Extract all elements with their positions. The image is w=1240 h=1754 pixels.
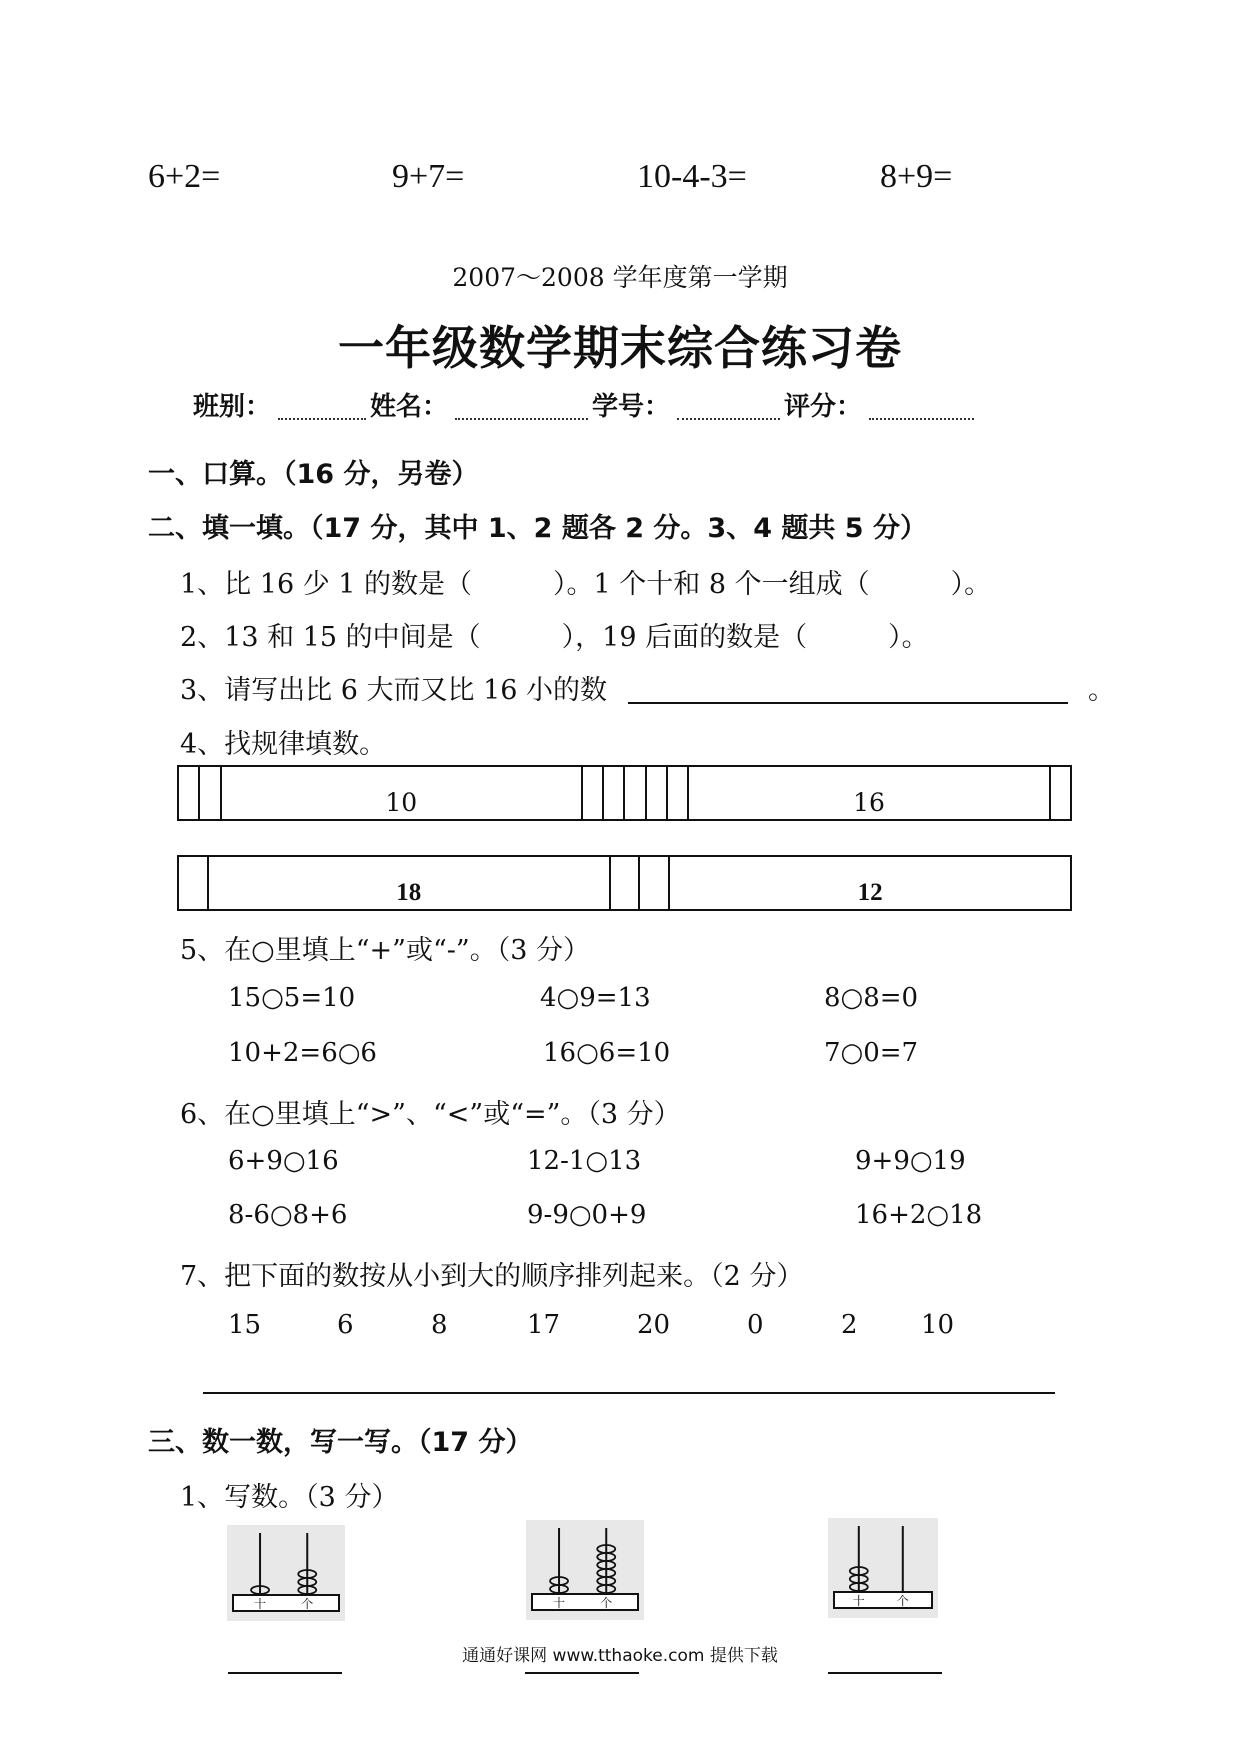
seq2-cell[interactable] [610, 856, 640, 910]
top-expr-3: 10-4-3= [637, 158, 747, 195]
q7-number: 20 [637, 1310, 671, 1340]
tens-label: 十 [254, 1597, 267, 1611]
q7-number: 17 [527, 1310, 561, 1340]
seq1-cell[interactable] [667, 766, 688, 820]
seq1-cell[interactable] [582, 766, 603, 820]
q6-item[interactable]: 8-6○8+6 [228, 1200, 348, 1230]
abacus-base [233, 1595, 339, 1611]
q7-number: 10 [921, 1310, 955, 1340]
section-2-title: 二、填一填。（17 分，其中 1、2 题各 2 分。3、4 题共 5 分） [148, 513, 927, 544]
q5-item[interactable]: 7○0=7 [824, 1038, 919, 1068]
top-expr-2: 9+7= [392, 158, 465, 195]
q6-item[interactable]: 16+2○18 [855, 1200, 983, 1230]
abacus-1-drawing [227, 1525, 345, 1621]
question-3-1: 1、写数。（3 分） [180, 1482, 399, 1513]
q5-item[interactable]: 15○5=10 [228, 983, 356, 1013]
seq2-cell[interactable] [639, 856, 669, 910]
answer-line-abacus-1[interactable] [228, 1672, 342, 1674]
abacus-base [532, 1594, 638, 1610]
ones-label: 个 [301, 1597, 314, 1611]
field-score-label: 评分： [784, 392, 863, 422]
seq1-cell[interactable] [624, 766, 645, 820]
sequence-table-1 [177, 765, 1072, 821]
ones-label: 个 [600, 1596, 613, 1610]
section-3-title: 三、数一数，写一写。（17 分） [148, 1427, 533, 1458]
question-2-2: 2、13 和 15 的中间是（ ），19 后面的数是（ ）。 [180, 622, 929, 653]
q6-item[interactable]: 12-1○13 [527, 1146, 642, 1176]
abacus-base [834, 1592, 932, 1608]
answer-line-abacus-2[interactable] [525, 1672, 639, 1674]
seq1-cell[interactable] [199, 766, 220, 820]
tens-label: 十 [553, 1596, 566, 1610]
school-year: 2007～2008 学年度第一学期 [452, 263, 788, 292]
q5-item[interactable]: 4○9=13 [540, 983, 651, 1013]
q7-number: 8 [431, 1310, 448, 1340]
seq1-cell[interactable] [1050, 766, 1071, 820]
q7-number: 0 [747, 1310, 764, 1340]
q5-item[interactable]: 8○8=0 [824, 983, 919, 1013]
field-name-label: 姓名： [370, 392, 449, 422]
sequence-table-2 [177, 855, 1072, 911]
top-expr-1: 6+2= [148, 158, 221, 195]
question-2-7: 7、把下面的数按从小到大的顺序排列起来。（2 分） [180, 1261, 804, 1292]
question-2-3: 3、请写出比 6 大而又比 16 小的数 [180, 675, 608, 706]
seq2-cell[interactable]: 12 [669, 856, 1071, 910]
q6-item[interactable]: 9+9○19 [855, 1146, 966, 1176]
seq1-cell[interactable] [603, 766, 624, 820]
section-1-title: 一、口算。（16 分，另卷） [148, 459, 479, 490]
field-class-blank[interactable] [278, 418, 366, 420]
q7-number: 6 [337, 1310, 354, 1340]
q7-number: 2 [841, 1310, 858, 1340]
abacus-3-drawing [828, 1518, 938, 1618]
field-score-blank[interactable] [869, 418, 974, 420]
tens-label: 十 [852, 1594, 865, 1608]
field-id-blank[interactable] [677, 418, 780, 420]
field-name-blank[interactable] [455, 418, 588, 420]
answer-line-abacus-3[interactable] [828, 1672, 942, 1674]
q7-number: 15 [228, 1310, 262, 1340]
seq1-cell[interactable] [646, 766, 667, 820]
seq1-cell[interactable] [178, 766, 199, 820]
question-2-3-end: 。 [1088, 675, 1115, 706]
field-class-label: 班别： [193, 392, 272, 422]
footer-credit: 通通好课网 www.tthaoke.com 提供下载 [462, 1646, 778, 1666]
abacus-2-drawing [526, 1520, 644, 1620]
q5-item[interactable]: 10+2=6○6 [228, 1038, 377, 1068]
seq2-cell[interactable] [178, 856, 208, 910]
seq2-cell[interactable]: 18 [208, 856, 610, 910]
q6-item[interactable]: 9-9○0+9 [527, 1200, 647, 1230]
abacus-2 [526, 1520, 644, 1620]
abacus-1 [227, 1525, 345, 1621]
q5-item[interactable]: 16○6=10 [543, 1038, 671, 1068]
answer-line-2-3[interactable] [628, 702, 1068, 704]
question-2-1: 1、比 16 少 1 的数是（ ）。1 个十和 8 个一组成（ ）。 [180, 569, 992, 600]
ones-label: 个 [896, 1594, 909, 1608]
seq1-cell[interactable]: 16 [688, 766, 1049, 820]
seq1-cell[interactable]: 10 [221, 766, 582, 820]
question-2-5: 5、在○里填上“+”或“-”。（3 分） [180, 935, 590, 966]
field-id-label: 学号： [592, 392, 671, 422]
question-2-4: 4、找规律填数。 [180, 729, 387, 760]
top-expr-4: 8+9= [880, 158, 953, 195]
abacus-3 [828, 1518, 938, 1618]
question-2-6: 6、在○里填上“>”、“<”或“=”。（3 分） [180, 1099, 681, 1130]
answer-line-2-7[interactable] [203, 1392, 1055, 1394]
page-title: 一年级数学期末综合练习卷 [338, 321, 902, 375]
q6-item[interactable]: 6+9○16 [228, 1146, 339, 1176]
